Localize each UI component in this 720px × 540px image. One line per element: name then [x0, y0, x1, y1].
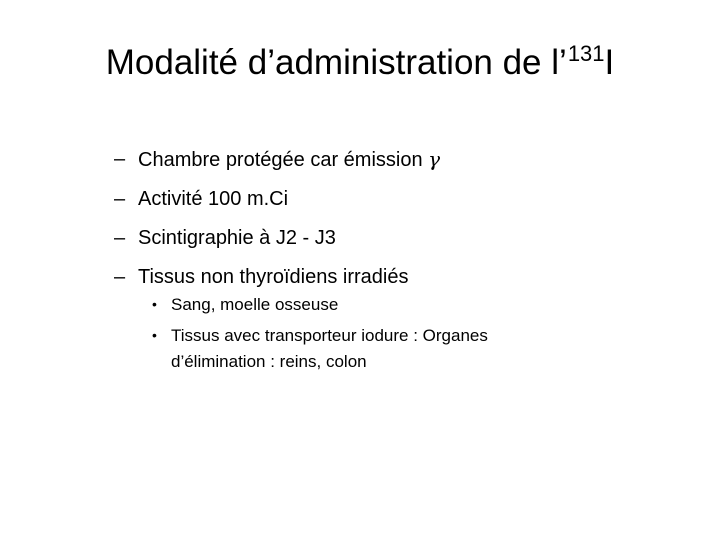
title-superscript: 131 — [567, 41, 605, 66]
dash-marker: – — [114, 188, 126, 210]
slide-title — [0, 42, 720, 88]
bullet-text: Tissus non thyroïdiens irradiés — [138, 266, 409, 288]
title-text: Modalité d’administration de l’ — [105, 43, 567, 82]
bullet-item — [112, 186, 612, 212]
title-suffix: I — [604, 43, 615, 82]
bullet-item — [112, 225, 612, 251]
dash-marker: – — [114, 227, 126, 249]
gamma-symbol: γ — [428, 147, 441, 171]
bullet-list — [112, 146, 612, 375]
dash-marker: – — [114, 148, 126, 170]
sub-bullet-text: Sang, moelle osseuse — [171, 295, 339, 314]
sub-bullet-item — [112, 292, 612, 318]
dash-marker: – — [114, 266, 126, 288]
bullet-dot: • — [152, 327, 157, 343]
sub-bullet-item — [112, 323, 571, 375]
bullet-item — [112, 264, 612, 290]
bullet-text: Activité 100 m.Ci — [138, 188, 289, 210]
bullet-item — [112, 146, 612, 173]
sub-bullet-text: Tissus avec transporteur iodure : Organes d’élimination : reins, colon — [171, 326, 488, 371]
bullet-text: Scintigraphie à J2 - J3 — [138, 227, 336, 249]
bullet-text: Chambre protégée car émission — [138, 149, 423, 171]
bullet-dot: • — [152, 296, 157, 312]
